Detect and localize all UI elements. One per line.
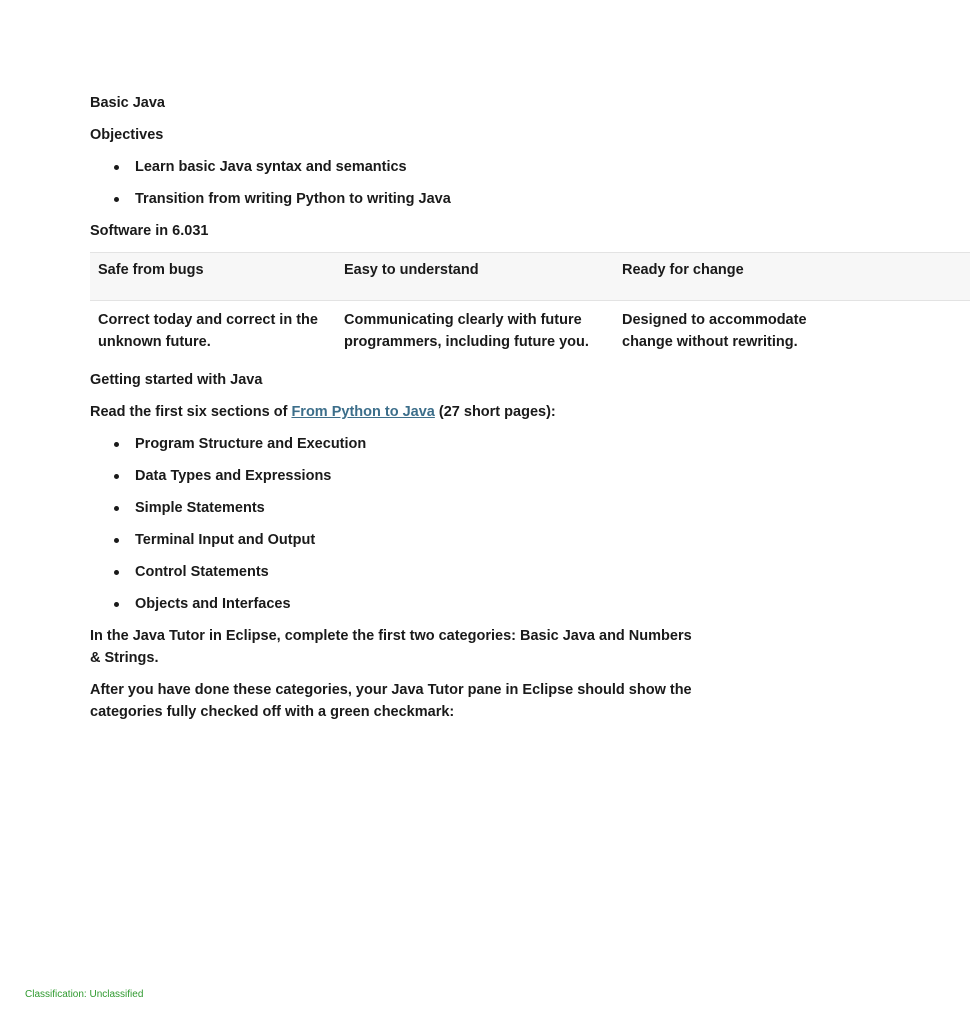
cell-line: change without rewriting. (622, 334, 798, 350)
from-python-to-java-link[interactable]: From Python to Java (291, 404, 435, 420)
table-header-cell: Ready for change (622, 262, 744, 278)
table-header-row (90, 253, 970, 301)
getting-started-heading: Getting started with Java (90, 372, 263, 388)
list-item: Control Statements (90, 561, 768, 583)
software-table (90, 252, 970, 359)
cell-line: Designed to accommodate (622, 312, 807, 328)
table-row (90, 301, 970, 360)
table-cell (336, 301, 614, 360)
list-item: Simple Statements (90, 497, 768, 519)
text-line: In the Java Tutor in Eclipse, complete the first two categories: Basic Java and Numbers (90, 628, 692, 644)
sections-list (90, 433, 768, 615)
software-table-container (90, 252, 807, 359)
cell-line: Communicating clearly with future (344, 312, 582, 328)
objectives-list (90, 156, 768, 210)
cell-line: unknown future. (98, 334, 211, 350)
list-item: Terminal Input and Output (90, 529, 768, 551)
table-cell (614, 301, 970, 360)
page-title: Basic Java (90, 95, 165, 111)
list-item: Data Types and Expressions (90, 465, 768, 487)
cell-line: programmers, including future you. (344, 334, 589, 350)
reading-prefix: Read the first six sections of (90, 404, 292, 420)
software-heading: Software in 6.031 (90, 223, 209, 239)
list-item: Learn basic Java syntax and semantics (90, 156, 768, 178)
cell-line: Correct today and correct in the (98, 312, 318, 328)
completion-note (90, 679, 768, 723)
reading-instruction (90, 401, 768, 423)
java-tutor-instruction (90, 625, 768, 669)
table-cell (90, 301, 336, 360)
list-item: Transition from writing Python to writing Java (90, 188, 768, 210)
list-item: Objects and Interfaces (90, 593, 768, 615)
classification-label: Classification: Unclassified (25, 989, 144, 1000)
reading-suffix: (27 short pages): (434, 404, 556, 420)
text-line: & Strings. (90, 650, 159, 666)
text-line: categories fully checked off with a green checkmark: (90, 704, 455, 720)
objectives-heading: Objectives (90, 127, 164, 143)
text-line: After you have done these categories, your Java Tutor pane in Eclipse should show the (90, 682, 692, 698)
table-header-cell: Safe from bugs (98, 262, 204, 278)
document-body (90, 92, 807, 733)
table-header-cell: Easy to understand (344, 262, 479, 278)
list-item: Program Structure and Execution (90, 433, 768, 455)
